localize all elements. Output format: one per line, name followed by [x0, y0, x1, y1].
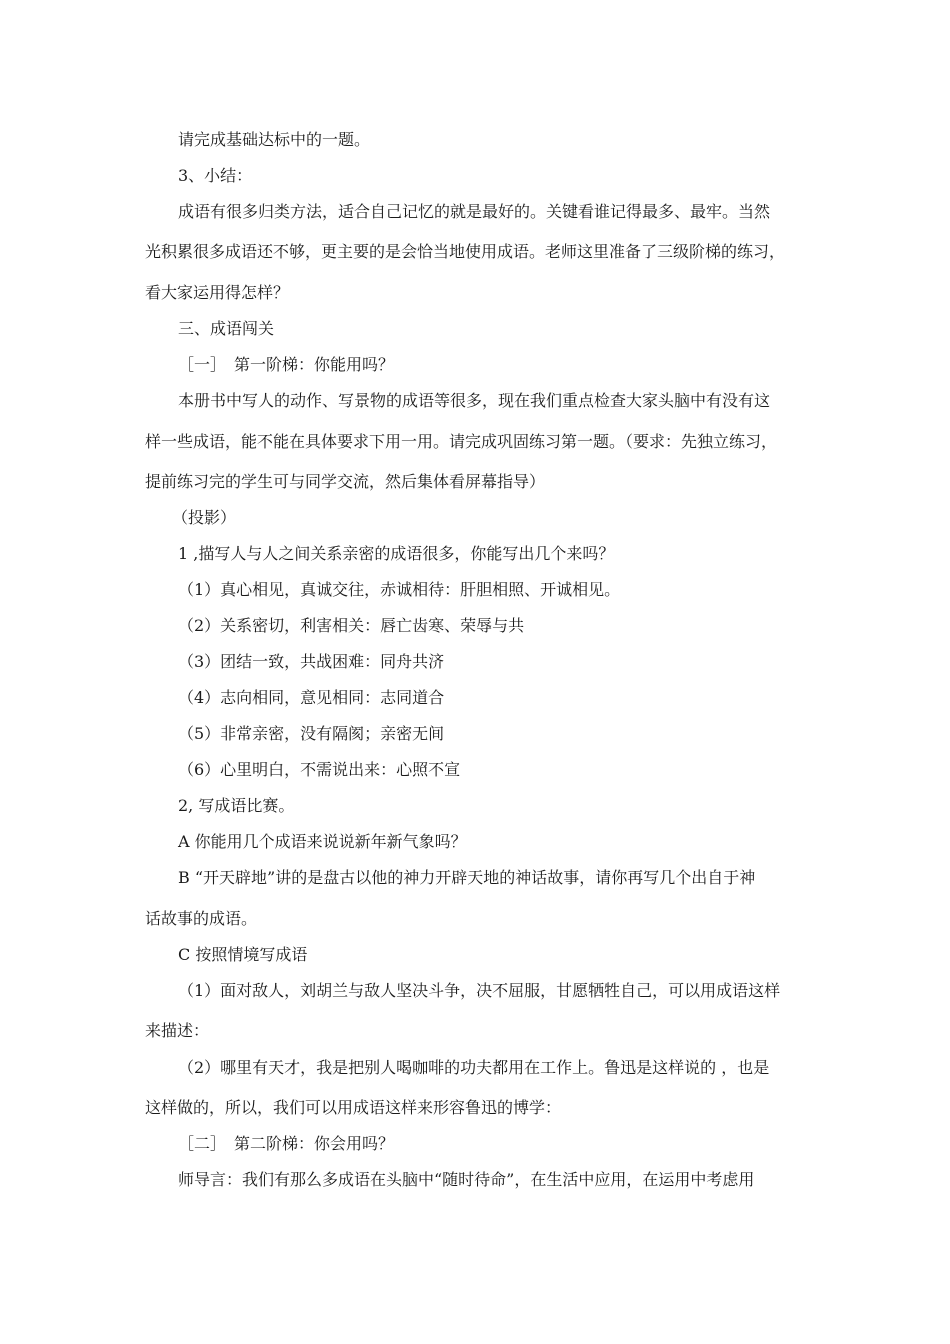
paragraph-line: 来描述： — [145, 1021, 210, 1040]
paragraph-line: 请完成基础达标中的一题。 — [178, 130, 371, 149]
list-item: 1 ,描写人与人之间关系亲密的成语很多，你能写出几个来吗？ — [178, 544, 615, 563]
paragraph-line: 这样做的，所以，我们可以用成语这样来形容鲁迅的博学： — [145, 1098, 562, 1117]
paragraph-line: 看大家运用得怎样？ — [145, 283, 290, 302]
paragraph-line: 提前练习完的学生可与同学交流，然后集体看屏幕指导） — [145, 472, 546, 491]
paragraph-line: 光积累很多成语还不够，更主要的是会恰当地使用成语。老师这里准备了三级阶梯的练习， — [145, 242, 786, 261]
list-item: B “开天辟地”讲的是盘古以他的神力开辟天地的神话故事，请你再写几个出自于神 — [178, 868, 756, 887]
paragraph-line: 成语有很多归类方法，适合自己记忆的就是最好的。关键看谁记得最多、最牢。当然 — [178, 202, 771, 221]
paragraph-line: 话故事的成语。 — [145, 909, 258, 928]
paragraph-line: 本册书中写人的动作、写景物的成语等很多，现在我们重点检查大家头脑中有没有这 — [178, 391, 771, 410]
list-item: （6）心里明白，不需说出来：心照不宣 — [178, 760, 461, 779]
list-item: A 你能用几个成语来说说新年新气象吗？ — [178, 832, 467, 851]
list-item: （4）志向相同，意见相同：志同道合 — [178, 688, 445, 707]
section-heading: 3、小结： — [178, 166, 253, 185]
list-item: （1）真心相见，真诚交往，赤诚相待：肝胆相照、开诚相见。 — [178, 580, 621, 599]
paragraph-line: 样一些成语，能不能在具体要求下用一用。请完成巩固练习第一题。（要求：先独立练习， — [145, 432, 778, 451]
list-item: （3）团结一致，共战困难：同舟共济 — [178, 652, 445, 671]
list-item: （2）关系密切，利害相关：唇亡齿寒、荣辱与共 — [178, 616, 525, 635]
subsection-heading: ［一］ 第一阶梯：你能用吗？ — [178, 355, 395, 374]
list-item: C 按照情境写成语 — [178, 945, 308, 964]
paragraph-line: （投影） — [172, 508, 237, 527]
list-item: （2）哪里有天才，我是把别人喝咖啡的功夫都用在工作上。鲁迅是这样说的 ，也是 — [178, 1058, 770, 1077]
list-item: （5）非常亲密，没有隔阂；亲密无间 — [178, 724, 445, 743]
section-heading: 三、成语闯关 — [178, 319, 275, 338]
subsection-heading: ［二］ 第二阶梯：你会用吗？ — [178, 1134, 395, 1153]
list-item: 2, 写成语比赛。 — [178, 796, 295, 815]
list-item: （1）面对敌人，刘胡兰与敌人坚决斗争，决不屈服，甘愿牺牲自己，可以用成语这样 — [178, 981, 781, 1000]
paragraph-line: 师导言：我们有那么多成语在头脑中“随时待命”，在生活中应用，在运用中考虑用 — [178, 1170, 755, 1189]
